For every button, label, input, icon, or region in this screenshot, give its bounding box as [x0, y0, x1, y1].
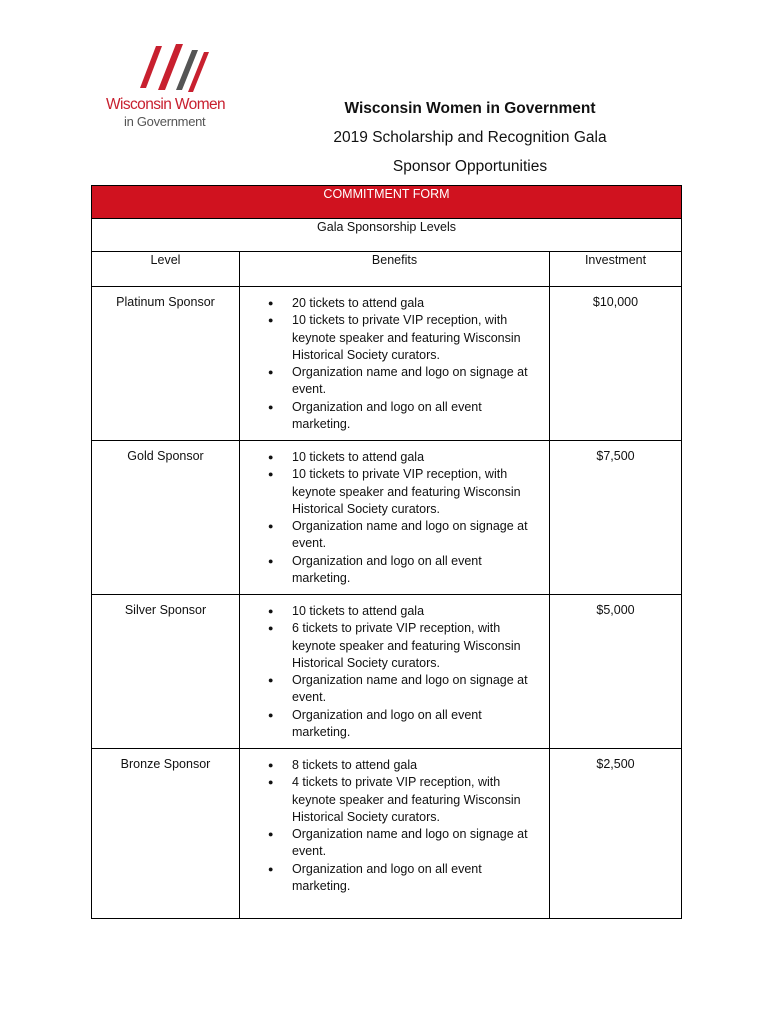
- section-title: Gala Sponsorship Levels: [92, 219, 682, 252]
- sponsor-level: Platinum Sponsor: [92, 287, 240, 441]
- bullet-icon: ●: [268, 760, 274, 770]
- benefits-list: [262, 449, 541, 587]
- sponsor-investment: $10,000: [550, 287, 682, 441]
- logo-text-secondary: in Government: [124, 114, 206, 129]
- benefit-item: [262, 861, 541, 896]
- bullet-icon: ●: [268, 675, 274, 686]
- sponsor-level: Silver Sponsor: [92, 595, 240, 749]
- bullet-icon: ●: [268, 555, 274, 566]
- bullet-icon: ●: [268, 777, 274, 788]
- benefit-item: [262, 553, 541, 588]
- bullet-icon: ●: [268, 298, 274, 308]
- sponsor-row: [92, 287, 682, 441]
- benefit-item: [262, 774, 541, 826]
- sponsor-benefits: [240, 287, 550, 441]
- sponsor-benefits: [240, 441, 550, 595]
- benefit-text: 20 tickets to attend gala: [292, 296, 425, 310]
- benefit-item: [262, 364, 541, 399]
- benefit-text: Organization name and logo on signage at event.: [292, 673, 528, 705]
- sponsor-investment: $7,500: [550, 441, 682, 595]
- document-heading: [260, 94, 680, 181]
- bullet-icon: ●: [268, 829, 274, 840]
- document-title: Wisconsin Women in Government: [344, 100, 596, 117]
- bullet-icon: ●: [268, 315, 274, 326]
- sponsor-investment: $2,500: [550, 749, 682, 919]
- bullet-icon: ●: [268, 469, 274, 480]
- sponsor-level: Bronze Sponsor: [92, 749, 240, 919]
- sponsor-row: [92, 749, 682, 919]
- benefit-text: 6 tickets to private VIP reception, with keynote speaker and featuring Wisconsin Historical Society curators.: [292, 621, 521, 670]
- sponsor-benefits: [240, 595, 550, 749]
- section-title-row: [92, 219, 682, 252]
- logo-stripes-icon: [138, 42, 210, 94]
- benefit-item: [262, 449, 541, 466]
- benefit-item: [262, 399, 541, 434]
- benefit-item: [262, 672, 541, 707]
- benefit-text: Organization name and logo on signage at event.: [292, 827, 528, 859]
- banner-label: COMMITMENT FORM: [92, 186, 682, 219]
- sponsor-row: [92, 595, 682, 749]
- sponsor-level: Gold Sponsor: [92, 441, 240, 595]
- organization-logo: [106, 42, 236, 142]
- benefit-text: Organization and logo on all event marketing.: [292, 861, 482, 894]
- benefit-item: [262, 518, 541, 553]
- column-header-level: Level: [92, 252, 240, 287]
- commitment-form-table: [91, 185, 682, 919]
- sponsor-row: [92, 441, 682, 595]
- bullet-icon: ●: [268, 401, 274, 412]
- benefit-text: 8 tickets to attend gala: [292, 758, 418, 772]
- benefit-text: 10 tickets to attend gala: [292, 450, 425, 464]
- benefits-list: [262, 757, 541, 895]
- document-subtitle-2: Sponsor Opportunities: [392, 158, 548, 175]
- bullet-icon: ●: [268, 367, 274, 378]
- column-header-investment: Investment: [550, 252, 682, 287]
- benefit-text: Organization and logo on all event marketing.: [292, 399, 482, 432]
- benefits-list: [262, 295, 541, 433]
- benefit-item: [262, 707, 541, 742]
- bullet-icon: ●: [268, 452, 274, 462]
- commitment-form-banner: [92, 186, 682, 219]
- benefit-text: Organization and logo on all event marketing.: [292, 707, 482, 740]
- benefit-item: [262, 466, 541, 518]
- bullet-icon: ●: [268, 709, 274, 720]
- benefit-text: 10 tickets to private VIP reception, with keynote speaker and featuring Wisconsin Historical Society curators.: [292, 467, 521, 516]
- benefit-text: 4 tickets to private VIP reception, with keynote speaker and featuring Wisconsin Historical Society curators.: [292, 775, 521, 824]
- benefit-item: [262, 620, 541, 672]
- sponsor-investment: $5,000: [550, 595, 682, 749]
- benefit-text: Organization and logo on all event marketing.: [292, 553, 482, 586]
- benefit-item: [262, 295, 541, 312]
- logo-text-primary: Wisconsin Women: [106, 96, 226, 113]
- column-header-row: [92, 252, 682, 287]
- benefit-item: [262, 603, 541, 620]
- document-subtitle: 2019 Scholarship and Recognition Gala: [333, 129, 607, 146]
- benefits-list: [262, 603, 541, 741]
- benefit-text: 10 tickets to private VIP reception, with keynote speaker and featuring Wisconsin Historical Society curators.: [292, 313, 521, 362]
- bullet-icon: ●: [268, 863, 274, 874]
- column-header-benefits: Benefits: [240, 252, 550, 287]
- benefit-text: Organization name and logo on signage at event.: [292, 519, 528, 551]
- benefit-item: [262, 757, 541, 774]
- benefit-item: [262, 312, 541, 364]
- bullet-icon: ●: [268, 606, 274, 616]
- bullet-icon: ●: [268, 521, 274, 532]
- benefit-item: [262, 826, 541, 861]
- sponsor-benefits: [240, 749, 550, 919]
- bullet-icon: ●: [268, 623, 274, 634]
- benefit-text: Organization name and logo on signage at event.: [292, 365, 528, 397]
- benefit-text: 10 tickets to attend gala: [292, 604, 425, 618]
